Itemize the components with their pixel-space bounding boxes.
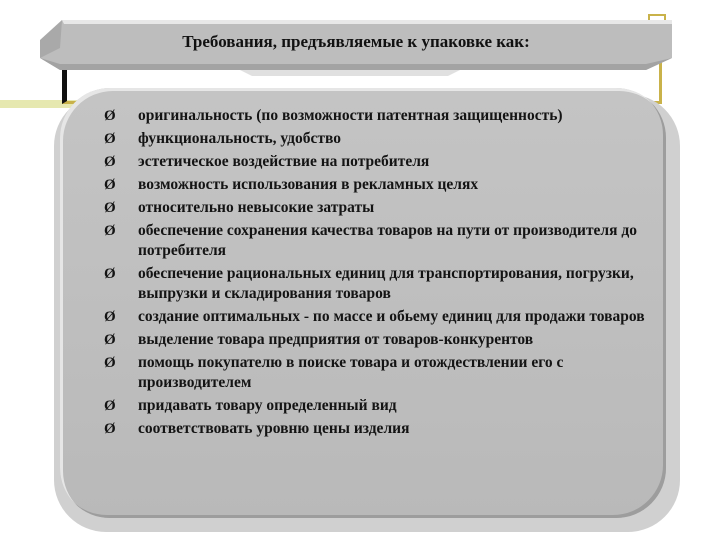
list-item-text: относительно невысокие затраты <box>138 199 375 216</box>
list-item-text: придавать товару определенный вид <box>138 397 397 414</box>
page-title: Требования, предъявляемые к упаковке как: <box>182 32 530 51</box>
list-item-text: создание оптимальных - по массе и обьему единиц для продажи товаров <box>138 308 645 325</box>
list-item <box>104 106 664 126</box>
arrow-check-bullet-icon: Ø <box>104 355 116 371</box>
list-item <box>104 330 664 350</box>
arrow-check-bullet-icon: Ø <box>104 266 116 282</box>
list-item <box>104 307 664 327</box>
list-item-text: возможность использования в рекламных целях <box>138 176 479 193</box>
arrow-check-bullet-icon: Ø <box>104 309 116 325</box>
list-item <box>104 353 664 393</box>
list-item <box>104 129 664 149</box>
header-banner <box>40 18 672 76</box>
list-item <box>104 175 664 195</box>
arrow-check-bullet-icon: Ø <box>104 223 116 239</box>
list-item <box>104 264 664 304</box>
arrow-check-bullet-icon: Ø <box>104 200 116 216</box>
list-item-text: помощь покупателю в поиске товара и отождествлении его с производителем <box>138 354 564 391</box>
list-item <box>104 419 664 439</box>
list-item-text: функциональность, удобство <box>138 130 342 147</box>
arrow-check-bullet-icon: Ø <box>104 177 116 193</box>
list-item <box>104 198 664 218</box>
list-item <box>104 221 664 261</box>
list-item <box>104 396 664 416</box>
arrow-check-bullet-icon: Ø <box>104 154 116 170</box>
list-item-text: соответствовать уровню цены изделия <box>138 420 410 437</box>
list-item-text: эстетическое воздействие на потребителя <box>138 153 430 170</box>
list-item-text: обеспечение сохранения качества товаров на пути от производителя до потребителя <box>138 222 637 259</box>
arrow-check-bullet-icon: Ø <box>104 332 116 348</box>
arrow-check-bullet-icon: Ø <box>104 421 116 437</box>
arrow-check-bullet-icon: Ø <box>104 131 116 147</box>
requirements-list <box>104 106 664 442</box>
arrow-check-bullet-icon: Ø <box>104 398 116 414</box>
list-item-text: выделение товара предприятия от товаров-конкурентов <box>138 331 534 348</box>
list-item-text: обеспечение рациональных единиц для транспортирования, погрузки, выпрузки и складирования товаров <box>138 265 634 302</box>
list-item-text: оригинальность (по возможности патентная защищенность) <box>138 107 563 124</box>
list-item <box>104 152 664 172</box>
arrow-check-bullet-icon: Ø <box>104 108 116 124</box>
